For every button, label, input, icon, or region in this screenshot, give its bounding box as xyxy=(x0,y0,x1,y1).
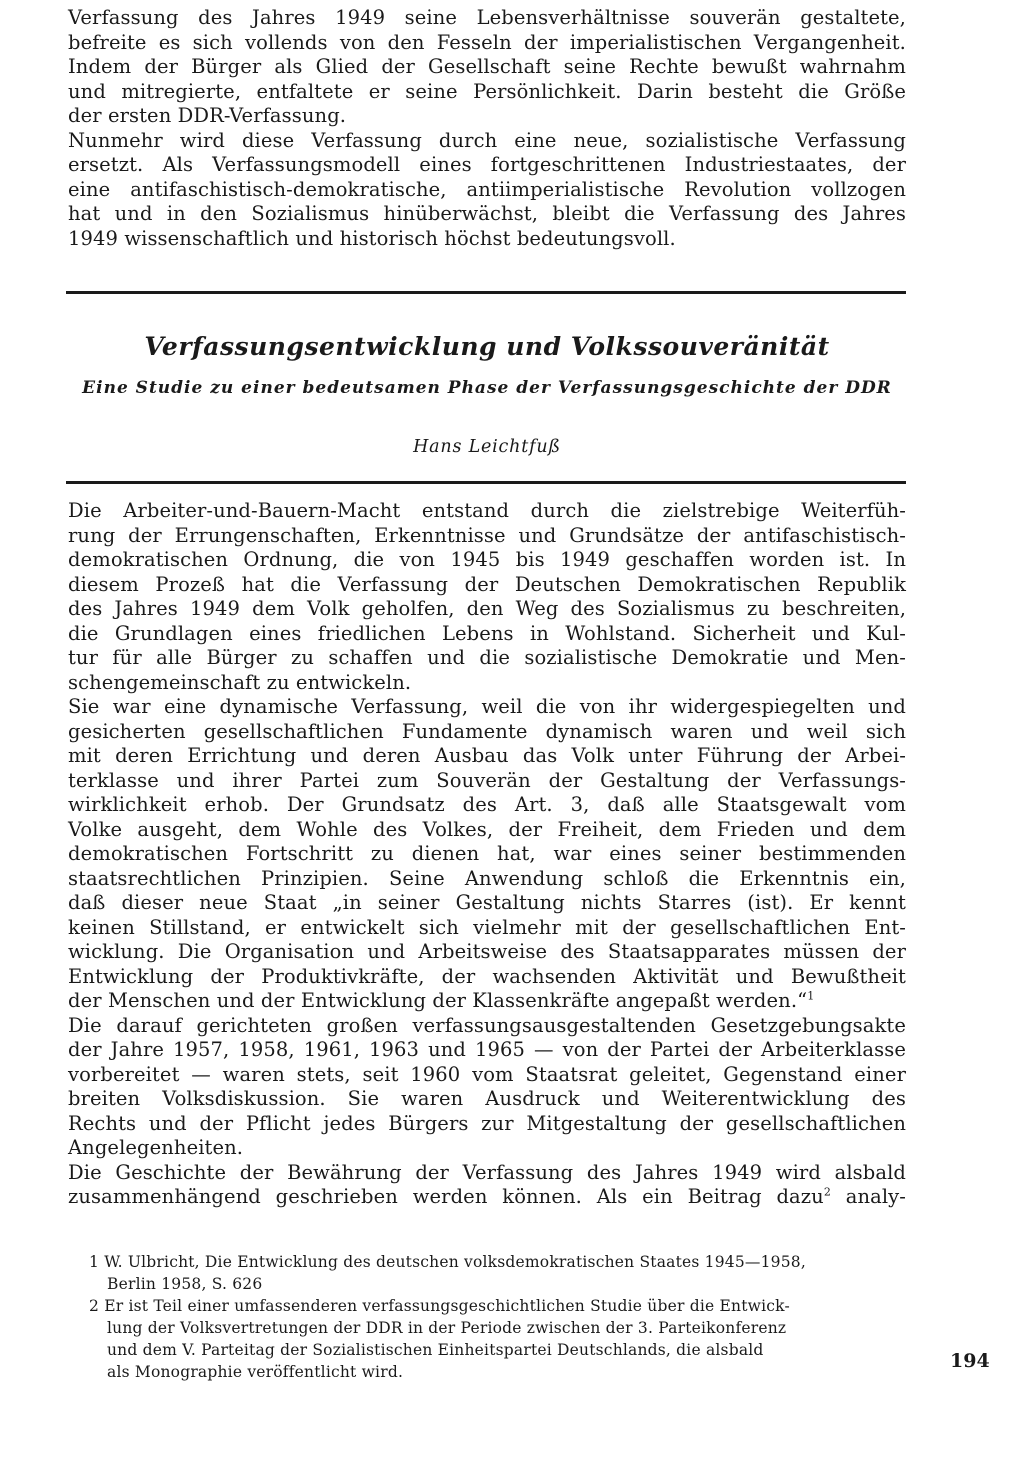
text-line: des Jahres 1949 dem Volk geholfen, den Weg des Sozialismus zu beschreiten, xyxy=(68,597,906,620)
text-line: befreite es sich vollends von den Fesseln der imperialistischen Vergangenheit. xyxy=(68,30,906,54)
article-author: Hans Leichtfuß xyxy=(413,437,561,457)
text-line: demokratischen Fortschritt zu dienen hat, war eines seiner bestimmenden xyxy=(68,842,906,865)
page-number: 194 xyxy=(950,1350,990,1372)
text-line: gesicherten gesellschaftlichen Fundamente dynamisch waren und weil sich xyxy=(68,719,906,743)
text-line: Entwicklung der Produktivkräfte, der wachsenden Aktivität und Bewußtheit xyxy=(68,964,906,988)
text-line xyxy=(68,1185,906,1210)
text-line: Volke ausgeht, dem Wohle des Volkes, der Freiheit, dem Frieden und dem xyxy=(68,817,906,841)
text-line: tur für alle Bürger zu schaffen und die sozialistische Demokratie und Men- xyxy=(68,646,906,669)
text-line: Angelegenheiten. xyxy=(68,1136,244,1159)
footnote-marker: 1 xyxy=(89,1253,100,1271)
footnotes xyxy=(89,1251,917,1383)
footnote-1 xyxy=(89,1251,917,1273)
footnote-2 xyxy=(89,1295,917,1317)
footnote-text: als Monographie veröffentlicht wird. xyxy=(107,1363,404,1381)
article-subtitle: Eine Studie zu einer bedeutsamen Phase der Verfassungsgeschichte der DDR xyxy=(82,378,892,398)
text-line: wirklichkeit erhob. Der Grundsatz des Art. 3, daß alle Staatsgewalt vom xyxy=(68,793,906,816)
text-line: Indem der Bürger als Glied der Gesellschaft seine Rechte bewußt wahrnahm xyxy=(68,55,906,78)
text-line: Sie war eine dynamische Verfassung, weil die von ihr widergespiegelten und xyxy=(68,695,906,718)
text-line: die Grundlagen eines friedlichen Lebens in Wohlstand. Sicherheit und Kul- xyxy=(68,621,906,645)
text-line: diesem Prozeß hat die Verfassung der Deutschen Demokratischen Republik xyxy=(68,572,906,596)
text-line: staatsrechtlichen Prinzipien. Seine Anwendung schloß die Erkenntnis ein, xyxy=(68,866,906,890)
text-line: Nunmehr wird diese Verfassung durch eine neue, sozialistische Verfassung xyxy=(68,128,906,152)
text-line: Rechts und der Pflicht jedes Bürgers zur Mitgestaltung der gesellschaftlichen xyxy=(68,1111,906,1135)
text-line: Verfassung des Jahres 1949 seine Lebensverhältnisse souverän gestaltete, xyxy=(68,6,906,29)
article-title: Verfassungsentwicklung und Volkssouveränität xyxy=(144,332,830,361)
text-line: daß dieser neue Staat „in seiner Gestaltung nichts Starres (ist). Er kennt xyxy=(68,891,906,914)
text-line: mit deren Errichtung und deren Ausbau das Volk unter Führung der Arbei- xyxy=(68,744,906,767)
section-divider-top xyxy=(66,291,906,294)
section-divider-bottom xyxy=(66,481,906,484)
text-line: terklasse und ihrer Partei zum Souverän der Gestaltung der Verfassungs- xyxy=(68,768,906,792)
footnote-text: lung der Volksvertretungen der DDR in der Periode zwischen der 3. Parteikonferenz xyxy=(107,1319,787,1337)
text-line: eine antifaschistisch-demokratische, antiimperialistische Revolution vollzogen xyxy=(68,177,906,201)
text-line: rung der Errungenschaften, Erkenntnisse und Grundsätze der antifaschistisch- xyxy=(68,523,906,547)
footnote-text: Berlin 1958, S. 626 xyxy=(107,1275,263,1293)
text-line: Die Geschichte der Bewährung der Verfassung des Jahres 1949 wird alsbald xyxy=(68,1160,906,1184)
text-line: Die darauf gerichteten großen verfassungsausgestaltenden Gesetzgebungsakte xyxy=(68,1013,906,1037)
text-line: ersetzt. Als Verfassungsmodell eines fortgeschrittenen Industriestaates, der xyxy=(68,153,906,176)
text-line: schengemeinschaft zu entwickeln. xyxy=(68,670,412,694)
text-segment: analy- xyxy=(845,1185,906,1208)
text-line: der ersten DDR-Verfassung. xyxy=(68,104,347,127)
footnote-text: Er ist Teil einer umfassenderen verfassungsgeschichtlichen Studie über die Entwick- xyxy=(104,1297,790,1315)
text-line: vorbereitet — waren stets, seit 1960 vom Staatsrat geleitet, Gegenstand einer xyxy=(68,1062,906,1086)
footnote-text: und dem V. Parteitag der Sozialistischen Einheitspartei Deutschlands, die alsbald xyxy=(107,1341,764,1359)
footnote-ref-2: 2 xyxy=(823,1185,831,1199)
text-segment: zusammenhängend geschrieben werden können. Als ein Beitrag dazu xyxy=(68,1185,824,1208)
text-line xyxy=(68,989,906,1014)
text-line: der Jahre 1957, 1958, 1961, 1963 und 1965 — von der Partei der Arbeiterklasse xyxy=(68,1038,906,1061)
footnote-ref-1: 1 xyxy=(807,989,815,1003)
intro-paragraph xyxy=(68,6,906,251)
text-line: breiten Volksdiskussion. Sie waren Ausdruck und Weiterentwicklung des xyxy=(68,1087,906,1110)
article-body xyxy=(68,499,906,1210)
text-line: keinen Stillstand, er entwickelt sich vielmehr mit der gesellschaftlichen Ent- xyxy=(68,915,906,939)
text-line: demokratischen Ordnung, die von 1945 bis 1949 geschaffen worden ist. In xyxy=(68,548,906,571)
text-line: 1949 wissenschaftlich und historisch höchst bedeutungsvoll. xyxy=(68,226,676,250)
text-line: hat und in den Sozialismus hinüberwächst, bleibt die Verfassung des Jahres xyxy=(68,202,906,225)
text-line: und mitregierte, entfaltete er seine Persönlichkeit. Darin besteht die Größe xyxy=(68,79,906,103)
footnote-marker: 2 xyxy=(89,1297,100,1315)
text-line: wicklung. Die Organisation und Arbeitsweise des Staatsapparates müssen der xyxy=(68,940,906,963)
text-line: Die Arbeiter-und-Bauern-Macht entstand durch die zielstrebige Weiterfüh- xyxy=(68,499,906,522)
footnote-text: W. Ulbricht, Die Entwicklung des deutschen volksdemokratischen Staates 1945—1958, xyxy=(104,1253,806,1271)
text-segment: der Menschen und der Entwicklung der Klassenkräfte angepaßt werden.“ xyxy=(68,989,808,1012)
